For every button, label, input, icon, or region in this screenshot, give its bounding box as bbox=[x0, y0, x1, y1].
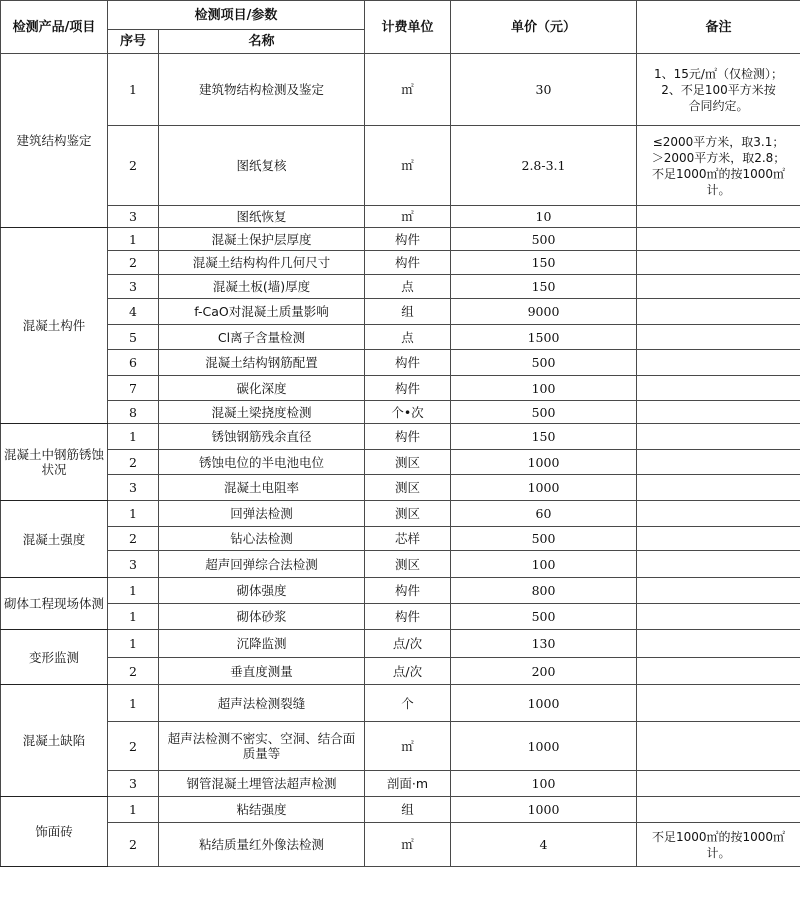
note-line: ≤2000平方米，取3.1； bbox=[652, 134, 785, 149]
seq-cell: 1 bbox=[108, 578, 159, 604]
unit-cell: 组 bbox=[365, 797, 451, 823]
name-cell: 砌体砂浆 bbox=[159, 604, 365, 630]
name-cell: 碳化深度 bbox=[159, 376, 365, 401]
note-cell bbox=[637, 501, 800, 527]
table-row bbox=[1, 450, 800, 475]
name-cell: 超声法检测不密实、空洞、结合面质量等 bbox=[159, 722, 365, 771]
seq-cell: 8 bbox=[108, 401, 159, 424]
note-cell bbox=[637, 299, 800, 325]
category-cell: 饰面砖 bbox=[1, 797, 108, 867]
seq-cell: 2 bbox=[108, 658, 159, 685]
note-line: 计。 bbox=[706, 845, 731, 860]
table-row bbox=[1, 823, 800, 867]
price-table-body bbox=[1, 54, 800, 867]
price-cell: 150 bbox=[451, 424, 637, 450]
header-price: 单价（元） bbox=[451, 1, 637, 54]
note-line: ＞2000平方米，取2.8； bbox=[651, 150, 786, 165]
table-row bbox=[1, 771, 800, 797]
name-cell: 图纸恢复 bbox=[159, 206, 365, 228]
note-line: 2、不足100平方米按 bbox=[661, 82, 776, 97]
price-cell: 200 bbox=[451, 658, 637, 685]
note-cell bbox=[637, 350, 800, 376]
price-cell: 1000 bbox=[451, 685, 637, 722]
header-name: 名称 bbox=[159, 30, 365, 54]
table-row bbox=[1, 228, 800, 251]
note-cell bbox=[637, 658, 800, 685]
table-row bbox=[1, 275, 800, 299]
price-cell: 60 bbox=[451, 501, 637, 527]
name-cell: 混凝土保护层厚度 bbox=[159, 228, 365, 251]
note-cell bbox=[637, 771, 800, 797]
note-line: 1、15元/㎡（仅检测）； bbox=[654, 66, 783, 81]
name-cell: 锈蚀钢筋残余直径 bbox=[159, 424, 365, 450]
seq-cell: 5 bbox=[108, 325, 159, 350]
unit-cell: 个 bbox=[365, 685, 451, 722]
seq-cell: 7 bbox=[108, 376, 159, 401]
header-seq: 序号 bbox=[108, 30, 159, 54]
price-cell: 130 bbox=[451, 630, 637, 658]
seq-cell: 3 bbox=[108, 475, 159, 501]
price-cell: 150 bbox=[451, 275, 637, 299]
unit-cell: 构件 bbox=[365, 251, 451, 275]
seq-cell: 1 bbox=[108, 424, 159, 450]
unit-cell: 测区 bbox=[365, 450, 451, 475]
seq-cell: 2 bbox=[108, 251, 159, 275]
note-line: 合同约定。 bbox=[688, 98, 749, 113]
category-cell: 混凝土构件 bbox=[1, 228, 108, 424]
name-cell: Cl离子含量检测 bbox=[159, 325, 365, 350]
unit-cell: ㎡ bbox=[365, 126, 451, 206]
price-cell: 9000 bbox=[451, 299, 637, 325]
seq-cell: 1 bbox=[108, 630, 159, 658]
table-row bbox=[1, 658, 800, 685]
table-row bbox=[1, 54, 800, 126]
price-cell: 30 bbox=[451, 54, 637, 126]
price-cell: 500 bbox=[451, 604, 637, 630]
name-cell: 钢管混凝土埋管法超声检测 bbox=[159, 771, 365, 797]
unit-cell: 芯样 bbox=[365, 527, 451, 551]
unit-cell: 组 bbox=[365, 299, 451, 325]
category-cell: 混凝土强度 bbox=[1, 501, 108, 578]
seq-cell: 1 bbox=[108, 228, 159, 251]
price-cell: 2.8-3.1 bbox=[451, 126, 637, 206]
table-row bbox=[1, 299, 800, 325]
header-item-group: 检测项目/参数 bbox=[108, 1, 365, 30]
note-cell bbox=[637, 401, 800, 424]
note-cell bbox=[637, 630, 800, 658]
note-cell bbox=[637, 206, 800, 228]
seq-cell: 1 bbox=[108, 501, 159, 527]
unit-cell: 测区 bbox=[365, 475, 451, 501]
price-cell: 500 bbox=[451, 401, 637, 424]
seq-cell: 3 bbox=[108, 771, 159, 797]
name-cell: 锈蚀电位的半电池电位 bbox=[159, 450, 365, 475]
note-cell bbox=[637, 54, 800, 126]
table-row bbox=[1, 578, 800, 604]
table-row bbox=[1, 376, 800, 401]
price-cell: 500 bbox=[451, 350, 637, 376]
note-cell bbox=[637, 126, 800, 206]
seq-cell: 1 bbox=[108, 54, 159, 126]
note-cell bbox=[637, 228, 800, 251]
category-cell: 混凝土缺陷 bbox=[1, 685, 108, 797]
seq-cell: 3 bbox=[108, 551, 159, 578]
note-cell bbox=[637, 275, 800, 299]
note-line: 不足1000㎡的按1000㎡ bbox=[651, 829, 786, 844]
note-cell bbox=[637, 823, 800, 867]
unit-cell: 个•次 bbox=[365, 401, 451, 424]
note-cell bbox=[637, 527, 800, 551]
table-row bbox=[1, 325, 800, 350]
category-cell: 变形监测 bbox=[1, 630, 108, 685]
note-cell bbox=[637, 376, 800, 401]
seq-cell: 6 bbox=[108, 350, 159, 376]
price-cell: 1500 bbox=[451, 325, 637, 350]
price-cell: 1000 bbox=[451, 797, 637, 823]
unit-cell: ㎡ bbox=[365, 823, 451, 867]
price-cell: 1000 bbox=[451, 722, 637, 771]
price-cell: 500 bbox=[451, 228, 637, 251]
price-cell: 100 bbox=[451, 551, 637, 578]
unit-cell: 构件 bbox=[365, 578, 451, 604]
table-row bbox=[1, 551, 800, 578]
seq-cell: 1 bbox=[108, 604, 159, 630]
table-row bbox=[1, 424, 800, 450]
unit-cell: 构件 bbox=[365, 350, 451, 376]
price-cell: 100 bbox=[451, 771, 637, 797]
note-cell bbox=[637, 722, 800, 771]
header-category: 检测产品/项目 bbox=[1, 1, 108, 54]
unit-cell: 测区 bbox=[365, 501, 451, 527]
note-cell bbox=[637, 604, 800, 630]
price-cell: 1000 bbox=[451, 450, 637, 475]
unit-cell: 点/次 bbox=[365, 630, 451, 658]
name-cell: f-CaO对混凝土质量影响 bbox=[159, 299, 365, 325]
category-cell: 建筑结构鉴定 bbox=[1, 54, 108, 228]
table-row bbox=[1, 501, 800, 527]
table-row bbox=[1, 475, 800, 501]
name-cell: 混凝土电阻率 bbox=[159, 475, 365, 501]
note-cell bbox=[637, 325, 800, 350]
unit-cell: 点 bbox=[365, 275, 451, 299]
seq-cell: 1 bbox=[108, 797, 159, 823]
table-row bbox=[1, 722, 800, 771]
unit-cell: 剖面·m bbox=[365, 771, 451, 797]
table-row bbox=[1, 350, 800, 376]
note-cell bbox=[637, 450, 800, 475]
unit-cell: 构件 bbox=[365, 424, 451, 450]
name-cell: 混凝土结构构件几何尺寸 bbox=[159, 251, 365, 275]
seq-cell: 2 bbox=[108, 527, 159, 551]
unit-cell: 构件 bbox=[365, 376, 451, 401]
name-cell: 砌体强度 bbox=[159, 578, 365, 604]
seq-cell: 3 bbox=[108, 206, 159, 228]
price-cell: 150 bbox=[451, 251, 637, 275]
name-cell: 钻心法检测 bbox=[159, 527, 365, 551]
seq-cell: 2 bbox=[108, 823, 159, 867]
table-row bbox=[1, 685, 800, 722]
seq-cell: 2 bbox=[108, 126, 159, 206]
name-cell: 回弹法检测 bbox=[159, 501, 365, 527]
name-cell: 混凝土板(墙)厚度 bbox=[159, 275, 365, 299]
table-row bbox=[1, 604, 800, 630]
table-row bbox=[1, 251, 800, 275]
price-cell: 10 bbox=[451, 206, 637, 228]
price-cell: 800 bbox=[451, 578, 637, 604]
name-cell: 建筑物结构检测及鉴定 bbox=[159, 54, 365, 126]
note-cell bbox=[637, 475, 800, 501]
note-line: 计。 bbox=[706, 182, 731, 197]
seq-cell: 2 bbox=[108, 450, 159, 475]
name-cell: 垂直度测量 bbox=[159, 658, 365, 685]
unit-cell: ㎡ bbox=[365, 722, 451, 771]
note-line: 不足1000㎡的按1000㎡ bbox=[651, 166, 786, 181]
name-cell: 沉降监测 bbox=[159, 630, 365, 658]
name-cell: 混凝土梁挠度检测 bbox=[159, 401, 365, 424]
name-cell: 粘结质量红外像法检测 bbox=[159, 823, 365, 867]
unit-cell: ㎡ bbox=[365, 206, 451, 228]
note-cell bbox=[637, 685, 800, 722]
unit-cell: 构件 bbox=[365, 228, 451, 251]
name-cell: 混凝土结构钢筋配置 bbox=[159, 350, 365, 376]
note-cell bbox=[637, 424, 800, 450]
price-cell: 100 bbox=[451, 376, 637, 401]
category-cell: 混凝土中钢筋锈蚀状况 bbox=[1, 424, 108, 501]
seq-cell: 2 bbox=[108, 722, 159, 771]
table-row bbox=[1, 797, 800, 823]
name-cell: 超声回弹综合法检测 bbox=[159, 551, 365, 578]
note-cell bbox=[637, 551, 800, 578]
header-unit: 计费单位 bbox=[365, 1, 451, 54]
seq-cell: 4 bbox=[108, 299, 159, 325]
unit-cell: 点/次 bbox=[365, 658, 451, 685]
header-note: 备注 bbox=[637, 1, 800, 54]
name-cell: 粘结强度 bbox=[159, 797, 365, 823]
note-cell bbox=[637, 251, 800, 275]
unit-cell: 测区 bbox=[365, 551, 451, 578]
note-cell bbox=[637, 578, 800, 604]
table-row bbox=[1, 630, 800, 658]
table-row bbox=[1, 126, 800, 206]
name-cell: 图纸复核 bbox=[159, 126, 365, 206]
name-cell: 超声法检测裂缝 bbox=[159, 685, 365, 722]
table-row bbox=[1, 527, 800, 551]
seq-cell: 1 bbox=[108, 685, 159, 722]
price-cell: 4 bbox=[451, 823, 637, 867]
price-cell: 500 bbox=[451, 527, 637, 551]
unit-cell: 点 bbox=[365, 325, 451, 350]
unit-cell: ㎡ bbox=[365, 54, 451, 126]
note-cell bbox=[637, 797, 800, 823]
category-cell: 砌体工程现场体测 bbox=[1, 578, 108, 630]
price-cell: 1000 bbox=[451, 475, 637, 501]
table-row bbox=[1, 401, 800, 424]
table-row bbox=[1, 206, 800, 228]
seq-cell: 3 bbox=[108, 275, 159, 299]
unit-cell: 构件 bbox=[365, 604, 451, 630]
